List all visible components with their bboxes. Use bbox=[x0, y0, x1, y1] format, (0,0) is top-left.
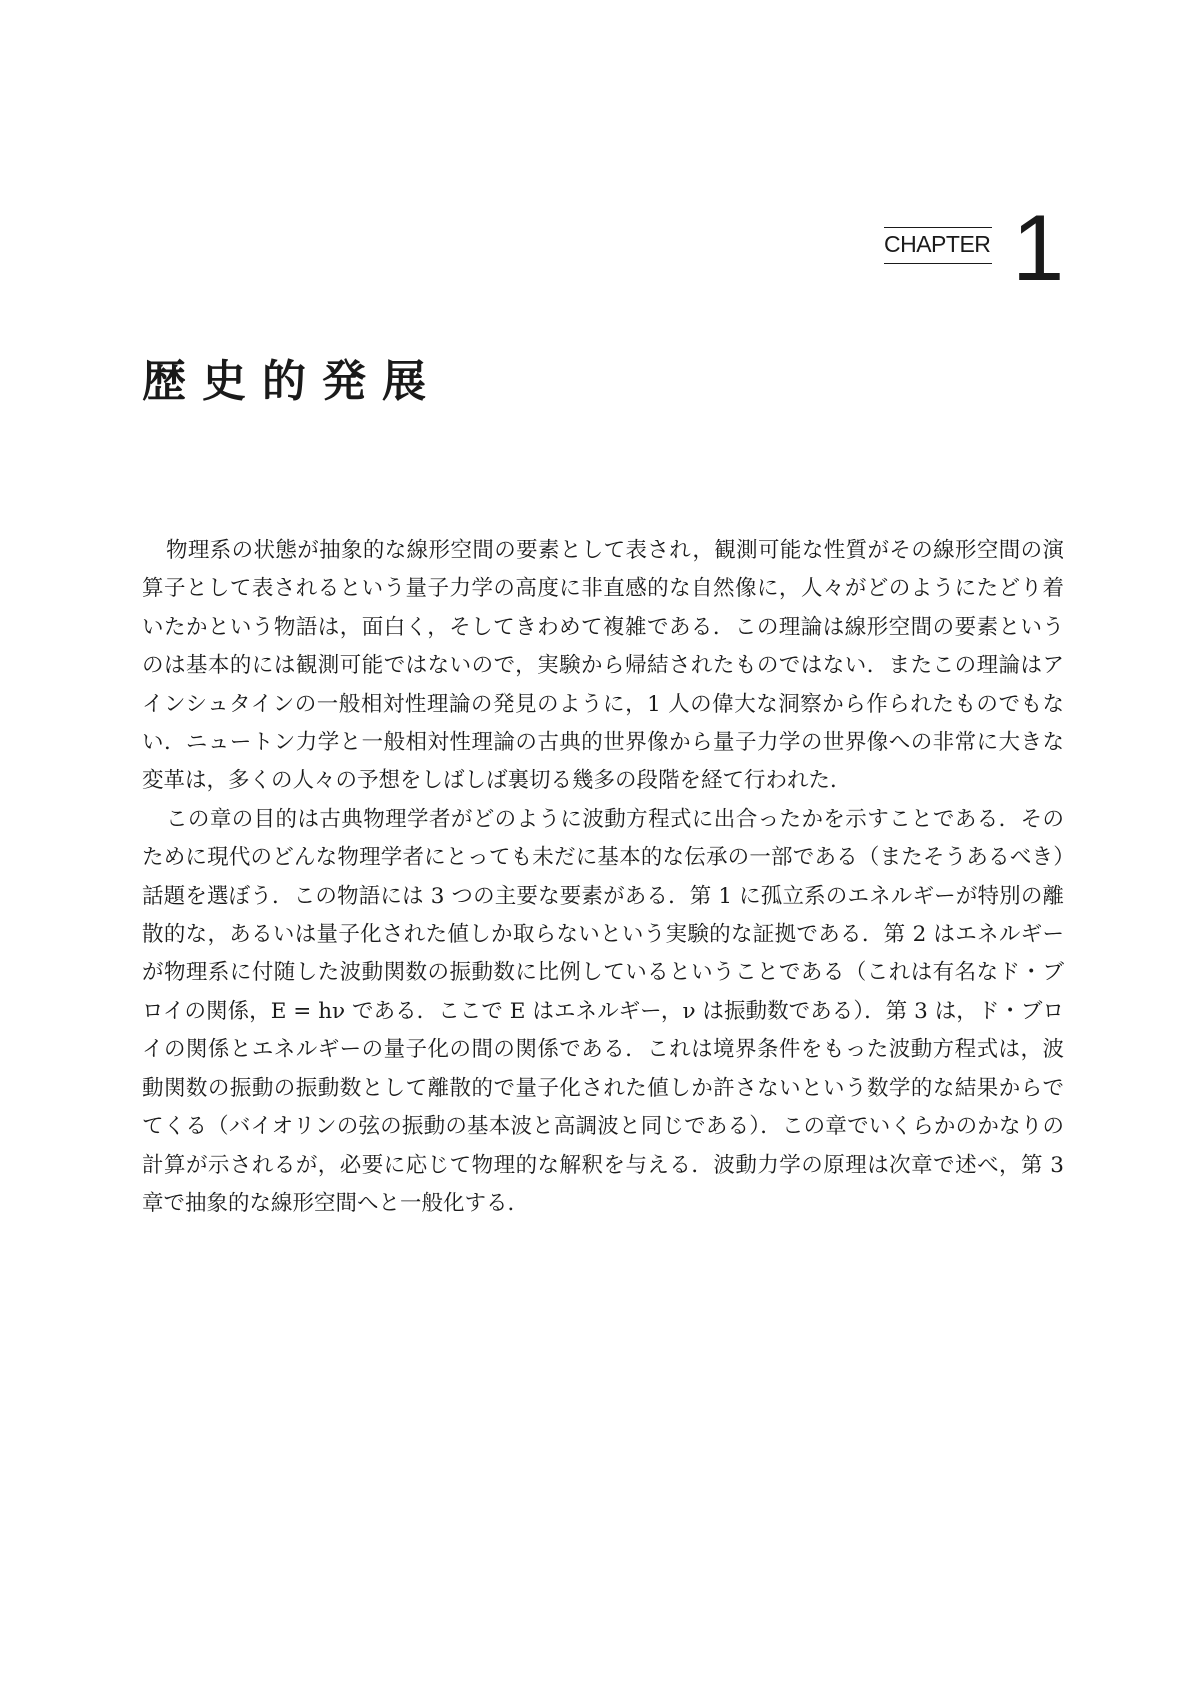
body-text bbox=[142, 532, 1064, 1223]
paragraph-2: この章の目的は古典物理学者がどのように波動方程式に出合ったかを示すことである．そのために現代のどんな物理学者にとっても未だに基本的な伝承の一部である（またそうあるべき）話題を選ぼう．この物語には 3 つの主要な要素がある．第 1 に孤立系のエネルギーが特別の離散的な，あるいは量子化された値しか取らないという実験的な証拠である．第 2 はエネルギーが物理系に付随した波動関数の振動数に比例しているということである（これは有名なド・ブロイの関係，E = hν である．ここで E はエネルギー，ν は振動数である）．第 3 は，ド・ブロイの関係とエネルギーの量子化の間の関係である．これは境界条件をもった波動方程式は，波動関数の振動の振動数として離散的で量子化された値しか許さないという数学的な結果からでてくる（バイオリンの弦の振動の基本波と高調波と同じである）．この章でいくらかのかなりの計算が示されるが，必要に応じて物理的な解釈を与える．波動力学の原理は次章で述べ，第 3 章で抽象的な線形空間へと一般化する． bbox=[142, 806, 1064, 1216]
chapter-number: 1 bbox=[1012, 195, 1065, 300]
chapter-title: 歴史的発展 bbox=[142, 356, 442, 407]
chapter-label: CHAPTER bbox=[884, 231, 991, 257]
paragraph-1: 物理系の状態が抽象的な線形空間の要素として表され，観測可能な性質がその線形空間の演算子として表されるという量子力学の高度に非直感的な自然像に，人々がどのようにたどり着いたかという物語は，面白く，そしてきわめて複雑である．この理論は線形空間の要素というのは基本的には観測可能ではないので，実験から帰結されたものではない．またこの理論はアインシュタインの一般相対性理論の発見のように，1 人の偉大な洞察から作られたものでもない．ニュートン力学と一般相対性理論の古典的世界像から量子力学の世界像への非常に大きな変革は，多くの人々の予想をしばしば裏切る幾多の段階を経て行われた． bbox=[142, 538, 1064, 794]
chapter-rule-bottom bbox=[884, 263, 992, 264]
chapter-rule-top bbox=[884, 227, 992, 228]
